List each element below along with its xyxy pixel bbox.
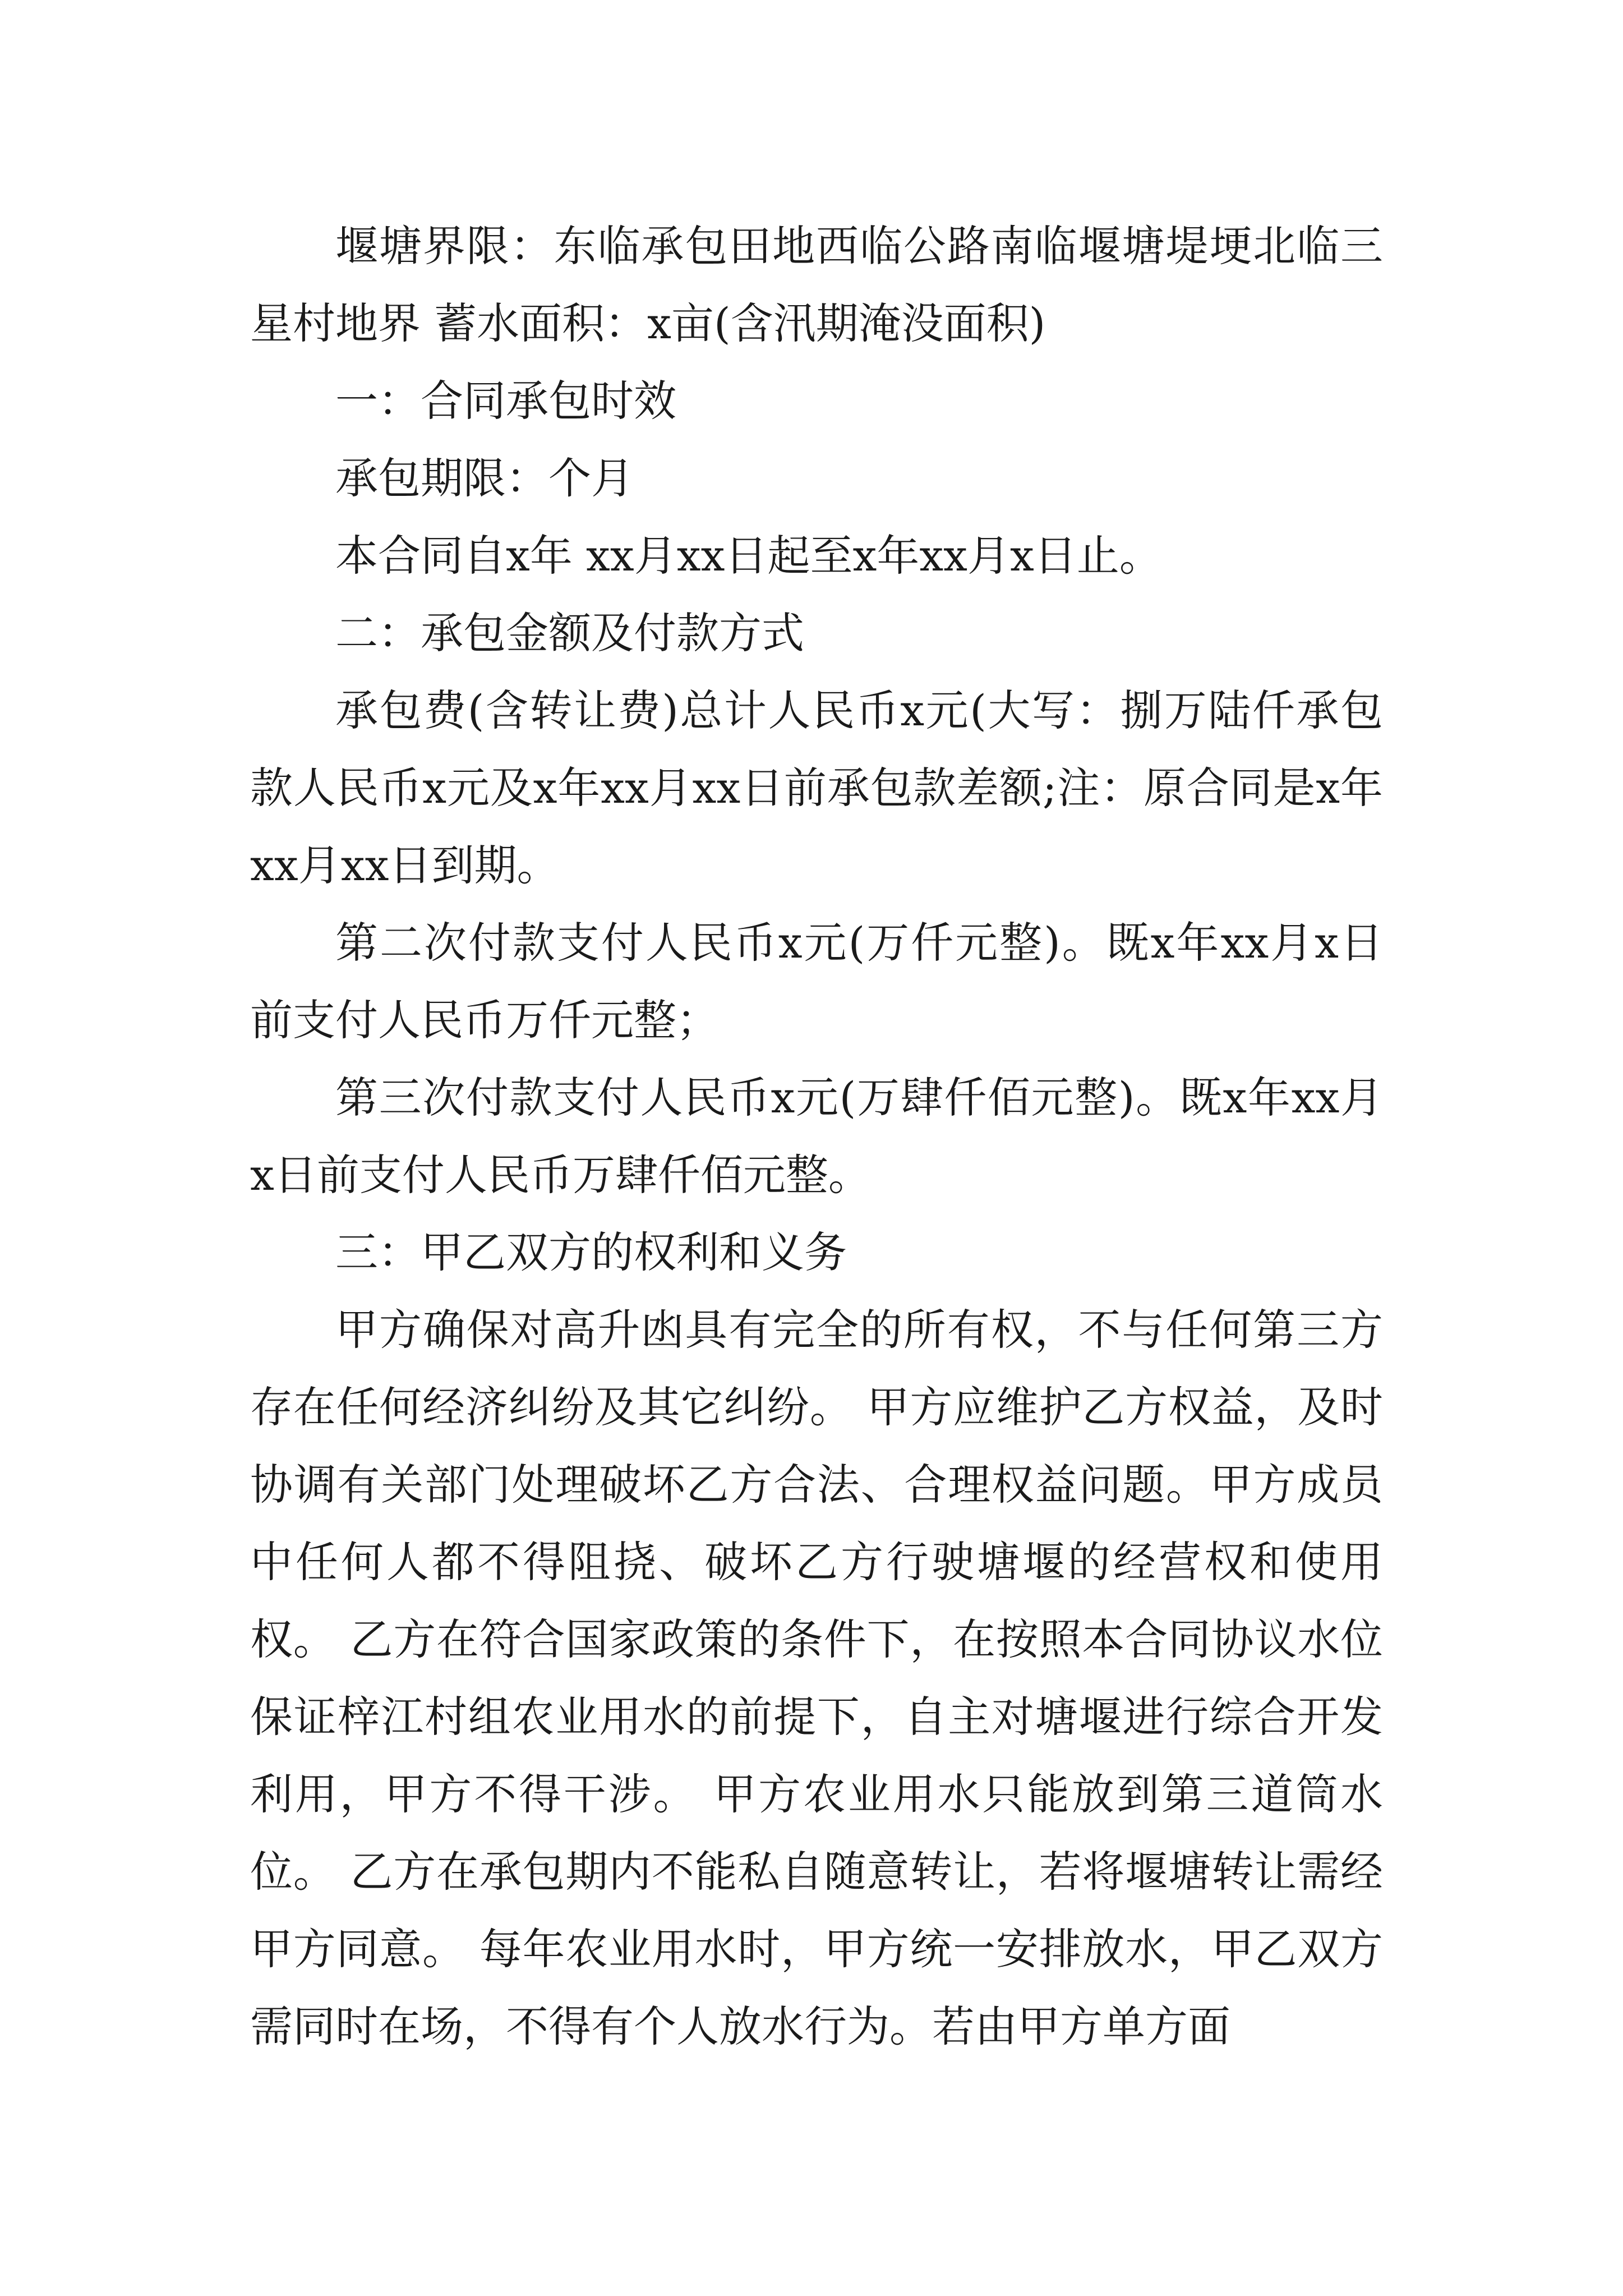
paragraph-term-dates: 本合同自x年 xx月xx日起至x年xx月x日止。 — [335, 531, 1162, 581]
heading-contract-term: 一：合同承包时效 — [335, 376, 676, 426]
paragraph-total-fee: 承包费(含转让费)总计人民币x元(大写：捌万陆仟承包款人民币x元及x年xx月xx日前承包款差额;注：原合同是x年xx月xx日到期。 — [250, 685, 1383, 890]
paragraph-boundary: 堰塘界限：东临承包田地西临公路南临堰塘堤埂北临三星村地界 蓄水面积：x亩(含汛期淹没面积) — [250, 221, 1383, 348]
paragraph-term-length: 承包期限：个月 — [335, 453, 634, 503]
paragraph-rights-details: 甲方确保对高升凼具有完全的所有权，不与任何第三方存在任何经济纠纷及其它纠纷。 甲方应维护乙方权益，及时协调有关部门处理破坏乙方合法、合理权益问题。甲方成员中任何人都不得阻挠、破坏乙方行驶塘堰的经营权和使用权。 乙方在符合国家政策的条件下，在按照本合同协议水位保证梓江村组农业用水的前提下，自主对塘堰进行综合开发利用，甲方不得干涉。 甲方农业用水只能放到第三道筒水位。 乙方在承包期内不能私自随意转让，若将堰塘转让需经甲方同意。 每年农业用水时，甲方统一安排放水，甲乙双方需同时在场，不得有个人放水行为。若由甲方单方面 — [250, 1305, 1383, 2051]
paragraph-second-payment: 第二次付款支付人民币x元(万仟元整)。既x年xx月x日前支付人民币万仟元整； — [250, 918, 1383, 1045]
heading-rights-obligations: 三：甲乙双方的权利和义务 — [335, 1227, 847, 1277]
heading-payment: 二：承包金额及付款方式 — [335, 608, 804, 658]
document-body — [250, 208, 1383, 2065]
paragraph-third-payment: 第三次付款支付人民币x元(万肆仟佰元整)。既x年xx月x日前支付人民币万肆仟佰元整。 — [250, 1073, 1383, 1200]
